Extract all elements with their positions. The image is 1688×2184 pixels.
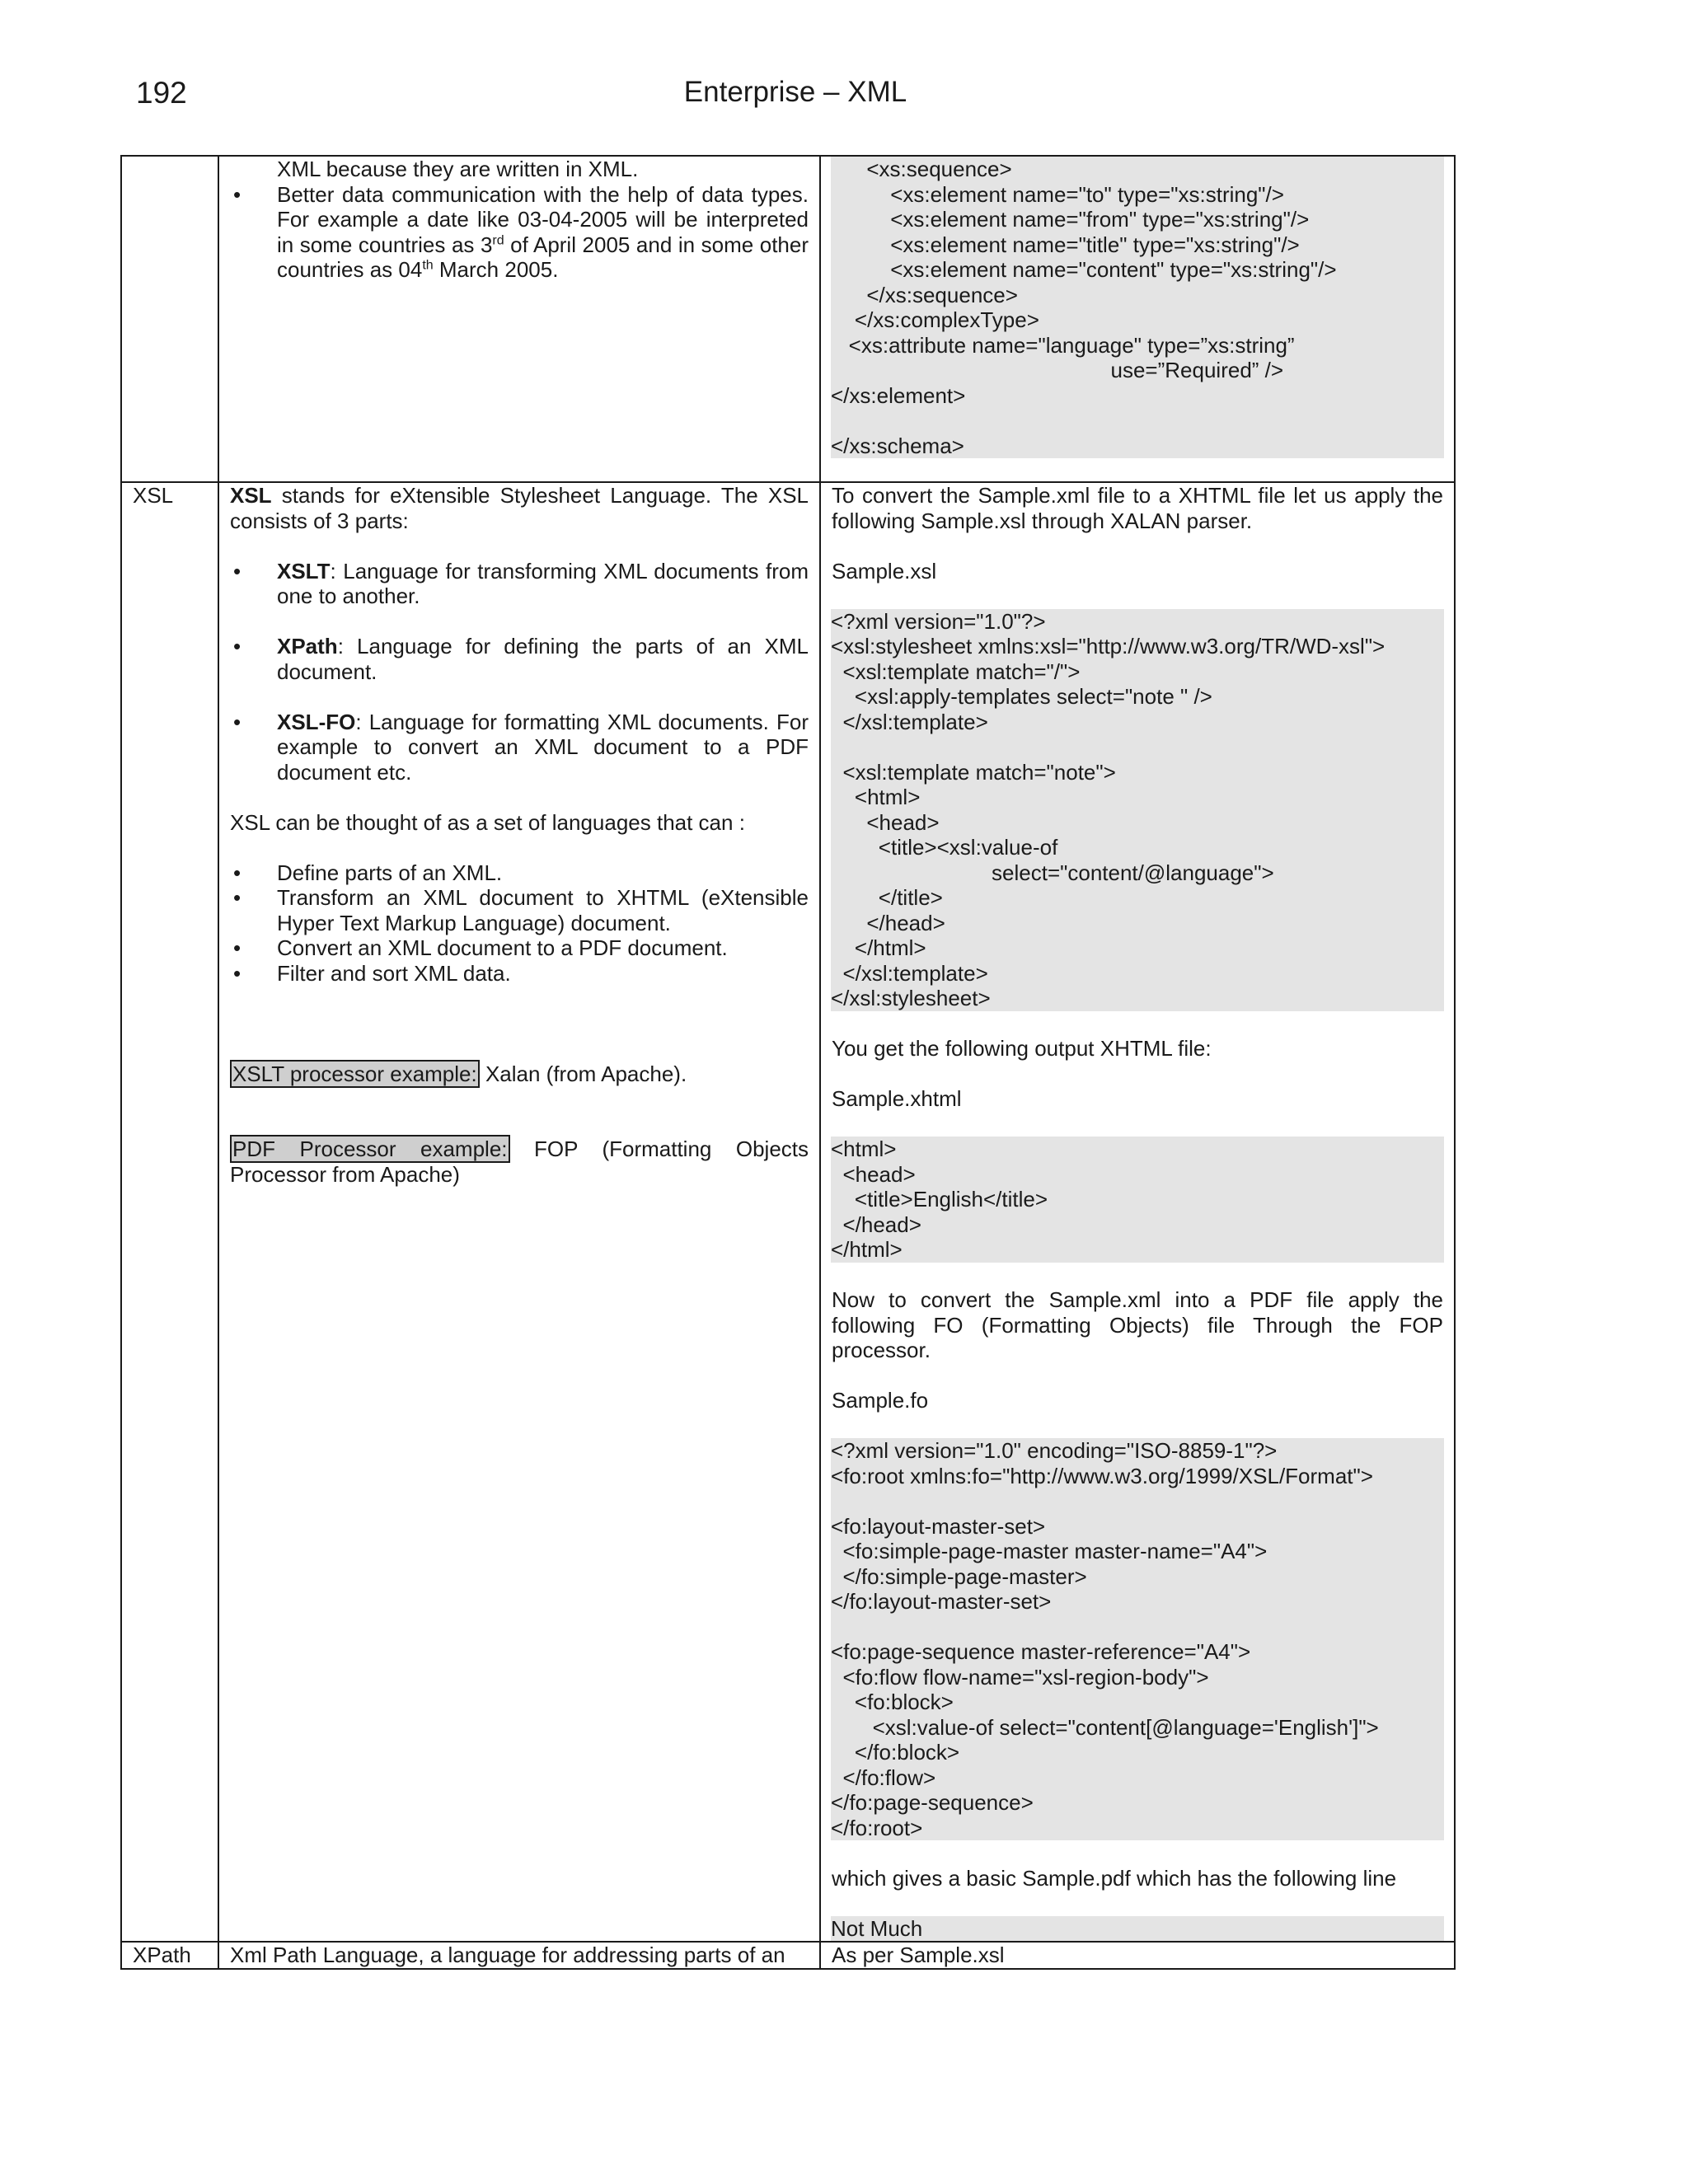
code-line: <xs:attribute name="language" type=”xs:string” [831, 332, 1295, 358]
list-item: • Define parts of an XML. [230, 860, 809, 886]
code-line: </fo:flow> [831, 1765, 936, 1790]
code-line: <title><xsl:value-of [831, 835, 1058, 860]
code-line: </fo:root> [831, 1815, 923, 1840]
code-line [831, 1615, 1444, 1640]
code-line: <fo:simple-page-master master-name="A4"> [831, 1539, 1268, 1563]
code-line: </xsl:template> [831, 960, 988, 986]
code-block [831, 1438, 1444, 1840]
table-row [121, 156, 1455, 482]
continued-text: XML because they are written in XML. [277, 157, 639, 181]
list-item: • XSLT: Language for transforming XML documents from one to another. [230, 559, 809, 609]
code-line: <xs:element name="from" type="xs:string"/> [831, 207, 1310, 232]
filename-label: Sample.fo [832, 1388, 929, 1413]
code-line: </xsl:stylesheet> [831, 986, 991, 1010]
intro-text: XSL stands for eXtensible Stylesheet Language. The XSL consists of 3 parts: [230, 483, 809, 533]
code-line: <xsl:value-of select="content[@language='English']"> [831, 1714, 1379, 1740]
code-line: <fo:page-sequence master-reference="A4"> [831, 1639, 1251, 1664]
term-cell [121, 156, 218, 482]
code-line: <title>English</title> [831, 1187, 1048, 1212]
thought-text: XSL can be thought of as a set of languages that can : [230, 809, 745, 835]
code-line: </head> [831, 910, 945, 935]
code-line: </html> [831, 1237, 903, 1262]
uses-list [230, 860, 809, 987]
code-line: <xsl:template match="note"> [831, 759, 1116, 785]
code-line: <xsl:apply-templates select="note " /> [831, 684, 1212, 709]
code-line: </fo:simple-page-master> [831, 1563, 1087, 1589]
code-line: </xs:complexType> [831, 307, 1039, 332]
code-line: <fo:layout-master-set> [831, 1513, 1046, 1539]
code-line: </xs:schema> [831, 433, 964, 458]
description-cell [218, 156, 820, 482]
term-cell: XSL [121, 482, 218, 1942]
code-line: </html> [831, 935, 926, 960]
parts-list [230, 634, 809, 684]
code-line: <fo:flow flow-name="xsl-region-body"> [831, 1664, 1209, 1690]
code-line: <html> [831, 785, 921, 809]
code-line: <xsl:template match="/"> [831, 658, 1081, 684]
code-line: select="content/@language"> [831, 860, 1274, 885]
code-line: <xs:element name="to" type="xs:string"/> [831, 181, 1284, 207]
list-item: • Filter and sort XML data. [230, 961, 809, 987]
highlight-label: XSLT processor example: [230, 1060, 480, 1088]
page-number: 192 [136, 76, 187, 110]
example-cell [820, 482, 1455, 1942]
code-line: <xs:sequence> [831, 157, 1012, 181]
code-line: </xs:element> [831, 382, 966, 408]
table-row [121, 1942, 1455, 1969]
list-item: • Transform an XML document to XHTML (eXtensible Hyper Text Markup Language) document. [230, 885, 809, 935]
code-line: use=”Required” /> [831, 358, 1284, 382]
code-line: <xs:element name="title" type="xs:string"/> [831, 232, 1300, 257]
output-intro: You get the following output XHTML file: [832, 1036, 1212, 1061]
code-line: <?xml version="1.0"?> [831, 608, 1046, 634]
list-item: • Convert an XML document to a PDF document. [230, 935, 809, 961]
code-block [831, 1137, 1444, 1263]
code-line [831, 408, 1444, 434]
code-block: Not Much [831, 1916, 1444, 1942]
description-cell: Xml Path Language, a language for addressing parts of an [218, 1942, 820, 1969]
code-line: </xs:sequence> [831, 282, 1018, 307]
glossary-table [120, 155, 1456, 1970]
parts-list [230, 710, 809, 785]
code-line: <fo:block> [831, 1690, 954, 1714]
list-item: • XPath: Language for defining the parts of an XML document. [230, 634, 809, 684]
example-intro: To convert the Sample.xml file to a XHTML file let us apply the following Sample.xsl through XALAN parser. [832, 483, 1443, 533]
result-text: which gives a basic Sample.pdf which has the following line [832, 1865, 1397, 1891]
list-item: • Better data communication with the help of data types. For example a date like 03-04-2005 will be interpreted in some countries as 3rd of April 2005 and in some other countries as 04th March 2005. [230, 182, 809, 283]
code-line: <html> [831, 1137, 897, 1161]
bullet-list [230, 182, 809, 283]
description-cell [218, 482, 820, 1942]
code-line: <head> [831, 1161, 916, 1187]
code-line [831, 1488, 1444, 1514]
page-title: Enterprise – XML [683, 76, 907, 108]
code-line: <fo:root xmlns:fo="http://www.w3.org/1999/XSL/Format"> [831, 1463, 1373, 1488]
term-cell: XPath [121, 1942, 218, 1969]
code-line: <head> [831, 809, 940, 835]
filename-label: Sample.xsl [832, 558, 937, 583]
parts-list [230, 559, 809, 609]
code-block [831, 157, 1444, 458]
code-line: </title> [831, 885, 943, 910]
code-line: </fo:layout-master-set> [831, 1589, 1052, 1614]
code-line: </fo:block> [831, 1740, 960, 1765]
code-line: </head> [831, 1212, 921, 1237]
filename-label: Sample.xhtml [832, 1086, 962, 1111]
xslt-processor-example: XSLT processor example: Xalan (from Apache). [230, 1062, 809, 1087]
code-line [831, 734, 1444, 760]
code-line: <xsl:stylesheet xmlns:xsl="http://www.w3.org/TR/WD-xsl"> [831, 634, 1386, 658]
list-item: • XSL-FO: Language for formatting XML documents. For example to convert an XML document to a PDF document etc. [230, 710, 809, 785]
pdf-intro: Now to convert the Sample.xml into a PDF file apply the following FO (Formatting Objects) file Through the FOP processor. [832, 1287, 1443, 1362]
table-row [121, 482, 1455, 1942]
highlight-label: PDF Processor example: [230, 1135, 510, 1163]
code-line: <?xml version="1.0" encoding="ISO-8859-1"?> [831, 1438, 1278, 1463]
code-line: <xs:element name="content" type="xs:string"/> [831, 257, 1337, 282]
code-block [831, 609, 1444, 1011]
code-line: </fo:page-sequence> [831, 1790, 1034, 1815]
code-line: </xsl:template> [831, 709, 988, 734]
example-cell: As per Sample.xsl [820, 1942, 1455, 1969]
pdf-processor-example: PDF Processor example: FOP (Formatting Objects Processor from Apache) [230, 1137, 809, 1187]
example-cell [820, 156, 1455, 482]
